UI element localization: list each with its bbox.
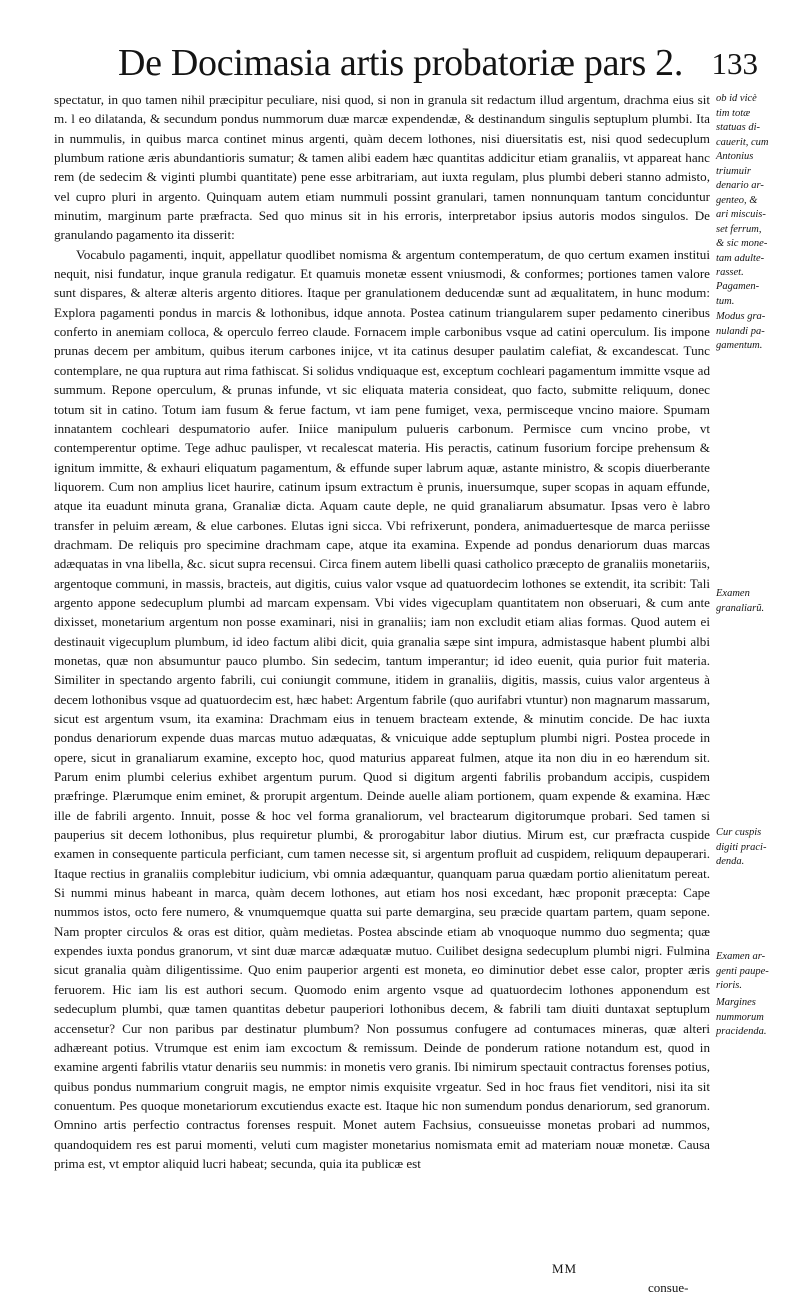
- main-text-column: [54, 90, 710, 1173]
- page-number: 133: [711, 46, 758, 81]
- catchword: consue-: [648, 1280, 689, 1295]
- paragraph-1: spectatur, in quo tamen nihil præcipitur peculiare, nisi quod, si non in granula sit redactum illud argentum, drachma eius sit m. l eo dilatanda, & secundum pondus nummorum duæ marcæ expendendæ, & destinandum singulis septuplum plumbi. Ita in nummulis, in quibus marca continet minus argenti, quàm decem lothones, nisi diuersitatis est, nisi quod sedecuplum plumbum ratione æris abundantioris sumatur; & tamen alibi eadem hæc quantitas addicitur etiam granaliis, vt appareat hanc rem (de sedecim & viginti plumbi quantitate) pene esse arbitrariam, aut iuxta regulam, plus plumbi deberi stanno admisto, vel cupro pluri in argento. Quinquam autem etiam nummuli possint granulari, tamen nonnunquam tantum conciduntur minutim, marginum parte præfracta. Sed quo minus sit in his erroris, interpretabor ipsius autoris modos singulos. De granulando pagamento ita disserit:: [54, 92, 710, 243]
- marginal-note-antonius: ob id vicè tim totæ statuas di- cauerit, cum Antonius triumuir denario ar- genteo, & ari miscuis- set ferrum, & sic mone- tam adulte- rasset.: [716, 93, 769, 278]
- marginal-note-examen-granaliarum: Examen granaliarũ.: [716, 588, 765, 614]
- marginal-notes: [716, 0, 798, 1309]
- marginal-note-margines: Margines nummorum pracidenda.: [716, 997, 767, 1037]
- marginal-note-cur-cuspis: Cur cuspis digiti praci- denda.: [716, 827, 767, 867]
- page-title: De Docimasia artis probatoriæ pars 2.: [118, 42, 684, 84]
- marginal-note-pagamentum: Pagamen- tum.: [716, 281, 760, 307]
- signature-mark: MM: [552, 1261, 578, 1276]
- running-head: [118, 38, 758, 88]
- marginal-note-modus-granulandi: Modus gra- nulandi pa- gamentum.: [716, 311, 766, 351]
- marginal-note-examen-argenti: Examen ar- genti paupe- rioris.: [716, 951, 769, 991]
- paragraph-2: Vocabulo pagamenti, inquit, appellatur quodlibet nomisma & argentum contemperatum, de quo certum examen institui nequit, nisi fundatur, inque granula redigatur. Et quamuis monetæ essent vniusmodi, & conformes; portiones tamen valore sunt dispares, & alteræ alteris argento ditiores. Itaque per granulationem deducendæ sunt ad æqualitatem, in hunc modum: Explora pagamenti pondus in marcis & lothonibus, idque annota. Postea catinum triangularem super pedamento cineribus conferto in anemiam colloca, & operculo ferreo claude. Fornacem imple carbonibus vsque ad catini operculum. Iis impone prunas decem per ambitum, quibus iterum carbones inijce, vt ita catinus desuper paulatim calefiat, & excandescat. Tunc contemplare, ne qua ruptura aut rima fathiscat. Si solidus vndiquaque est, exceptum cochleari pagamentum immitte vsque ad summum. Repone operculum, & prunas infunde, vt sic eliquata materia consideat, quo facto, submitte reliquum, donec totum sit in catino. Totum iam fusum & ferue factum, vt iam pene fumiget, vexa, permisceque vncino maiore. Spumam innatantem cochleari despumatorio aufer. Iniice manipulum pulueris carbonum. Permisce cum vncino probe, vt contemperentur optime. Tege adhuc paulisper, vt recalescat materia. His peractis, catinum fusorium forcipe prehensum & ignitum immitte, & exhauri eliquatum pagamentum, & effunde super labrum aquæ, astante ministro, & scopis diuerberante liquorem. Cum non amplius licet haurire, catinum ipsum extractum è prunis, inuersumque, super scopas in aquam effunde, atque ita euadunt minuta grana, Granaliæ dicta. Aquam caute deple, ne quid granaliarum absumatur. Ipsas vero è labro transfer in peluim æream, & elue carbones. Elutas igni sicca. Vbi refrixerunt, pondera, animaduertesque de marca periisse drachmam. De reliquis pro specimine drachmam cape, atque ita examina. Expende ad pondus denariorum duas marcas adæquatas in vna libella, &c. sicut supra recensui. Circa finem autem libelli quasi catholico præcepto de granaliis monetariis, argentoque communi, in massis, bracteis, aut digitis, cuius valor vsque ad quatuordecim lothones se extendit, ita scribit: Tali argento appone sedecuplum plumbi ad marcam expensam. Vbi vides vigecuplam quantitatem non obseruari, & cum ante dixisset, monetarium argentum non posse examinari, nisi in granaliis; iam non excludit etiam alias formas. Quod autem ei destinauit vigecuplum plumbum, id ideo factum alibi dicit, quia granalia sæpe sint impura, admistasque habent plumbi albi monetas, quæ non absumuntur pauco plumbo. Sin sedecim, tantum imperantur; id ideo euenit, quia purior fuit materia. Similiter in spectando argento fabrili, cui coniungit commune, itidem in granaliis, digitis, massis, cuius valor argenteus à decem lothonibus vsque ad quatuordecim est, hæc habet: Argentum fabrile (quo aurifabri vtuntur) non magnarum massarum, sicut est argentum vsum, ita examina: Drachmam eius in tenuem bracteam extende, & minutim concide. De hac iuxta pondus denariorum expende duas marcas mutuo adæquatas, & vnicuique adde septuplum plumbi nigri. Postea procede in opere, sicut in granaliarum examine, excepto hoc, quod maturius appareat fulmen, atque ita non diu in eo hærendum sit. Parum enim plumbi celerius exhibet argentum purum. Quod si digitum argenti fabrilis probandum accipis, cuspidem præfringe. Plærumque enim eminet, & prorupit argentum. Deinde auelle aliam portionem, quam expende & examina. Hæc ille de fabrili argento. Innuit, posse & hoc vel forma granaliorum, vel bractearum digitorumque probari. Sed tamen si pauperius sit decem lothonibus, plus requiretur plumbi, & prorogabitur labor diutius. Mirum est, cur præfracta cuspide examen in consequente particula perficiant, cum tamen necesse sit, si argentum profluit ad cuspidem, reliquum depauperari. Itaque rectius in granaliis complebitur iudicium, vbi omnia adæquantur, quanquam parua quædam portio alienitatum pereat. Si nummi minus habeant in marca, quàm decem lothones, aut etiam hos nosi excedant, hæc proponit præcepta: Cape nummos istos, octo fere numero, & vnumquemque quatta sui parte demargina, seu præcide quartam partem, quam sepone. Nam propter circulos & oras est ditior, quàm medietas. Postea abscinde etiam ab vnoquoque nummo duo segmenta; quæ expendes iuxta pondus granorum, vt sint duæ marcæ adæquatæ mutuo. Cuilibet designa sedecuplum plumbi nigri. Fulmina sicut granalia quàm diligentissime. Quo enim pauperior argenti est moneta, eo diminutior debet esse calor, propter æris feruorem. Hic iam lis est authori secum. Quomodo enim argento vsque ad quatuordecim lothones apponendum est sedecuplum plumbi, quæ tamen quantitas debetur pauperiori lothonibus decem, & fabrili tam diuiti duntaxat septuplum accensetur? Cur non paribus par destinatur plumbum? Non possumus confugere ad contumaces mineras, quæ alteri adhæreant potius. Vtrumque est enim iam excoctum & remissum. Deinde de ponderum ratione notandum est, quod in examine argenti fabrilis vtatur denariis seu nummis: in monetis vero granis. Ibi nimirum spectauit contractus forenses potius, quibus pondus nummarium congruit magis, ne emptor nimis exquisite vrgeatur. Sed in hoc fraus fiet venditori, nisi ita sit conuentum. Pes quoque monetariorum excutiendus exacte est. Itaque hic non sumendum pondus denariorum, sed granorum. Omnino artis perfectio contractus forenses respuit. Monet autem Fachsius, consueuisse monetas probari ad nummos, quandoquidem res est parui momenti, veluti cum magister monetarius nomismata emit ad materiam nouæ monetæ. Causa prima est, vt emptor aliquid lucri habeat; secunda, quia ita publicæ est: [54, 246, 710, 1171]
